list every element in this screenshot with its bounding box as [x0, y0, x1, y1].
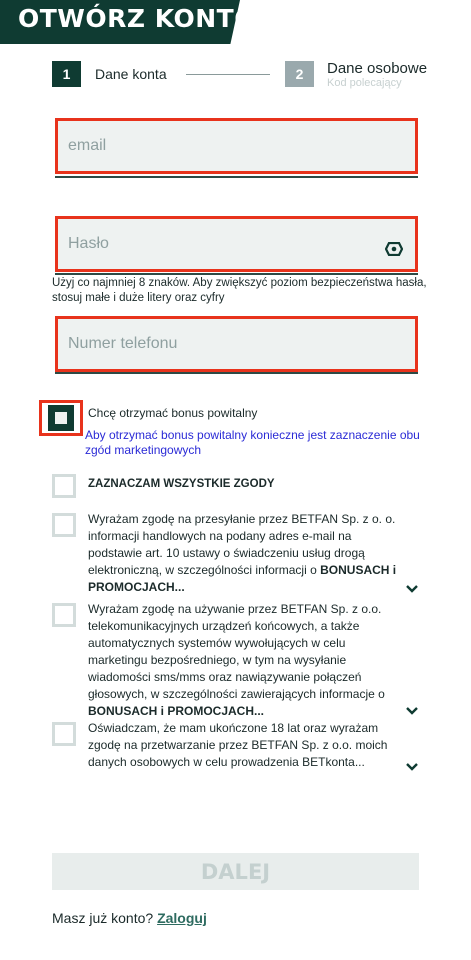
consent-age-body: Oświadczam, że mam ukończone 18 lat oraz wyrażam zgodę na przetwarzanie przez BETFAN Sp. z o.o. moich danych osobowych w celu prowadzenia BETkonta...: [88, 721, 388, 769]
eye-icon[interactable]: [385, 241, 403, 255]
chevron-down-icon[interactable]: [405, 701, 419, 711]
consent-sms-body: Wyrażam zgodę na używanie przez BETFAN Sp. z o.o. telekomunikacyjnych urządzeń końcowych, a także automatycznych systemów wywołujących w celu marketingu bezpośredniego, w tym na wysyłanie wiadomości sms/mms oraz nawiązywanie połączeń głosowych, w szczególności zawierających informacje o: [88, 602, 385, 701]
step-2-number: 2: [285, 61, 314, 87]
consent-email-bold: BONUSACH i PROMOCJACH...: [88, 563, 397, 594]
consent-email-text: [88, 511, 400, 596]
password-hint: Użyj co najmniej 8 znaków. Aby zwiększyć poziom bezpieczeństwa hasła, stosuj małe i duże litery oraz cyfry: [52, 277, 427, 304]
password-input[interactable]: [58, 219, 415, 269]
chevron-down-icon[interactable]: [405, 579, 419, 589]
password-underline: [55, 273, 418, 275]
email-field: [55, 118, 418, 174]
page-title: OTWÓRZ KONTO: [18, 4, 256, 33]
bonus-note: Aby otrzymać bonus powitalny konieczne jest zaznaczenie obu zgód marketingowych: [85, 428, 420, 457]
consent-sms-bold: BONUSACH i PROMOCJACH...: [88, 704, 265, 718]
consent-age-text: [88, 720, 400, 771]
email-input[interactable]: [58, 121, 415, 171]
consent-sms-checkbox[interactable]: [52, 603, 76, 627]
email-underline: [55, 176, 418, 178]
consent-email-checkbox[interactable]: [52, 513, 76, 537]
bonus-label: Chcę otrzymać bonus powitalny: [88, 406, 258, 420]
phone-underline: [55, 372, 418, 374]
step-1-number: 1: [52, 61, 81, 87]
login-prompt: [52, 910, 207, 926]
consent-age-checkbox[interactable]: [52, 722, 76, 746]
consent-sms-text: [88, 601, 400, 720]
step-2-label: Dane osobowe: [327, 60, 428, 77]
chevron-down-icon[interactable]: [405, 757, 419, 767]
login-prompt-text: Masz już konto?: [52, 910, 158, 926]
next-button[interactable]: DALEJ: [52, 853, 419, 890]
step-1-label: Dane konta: [95, 66, 167, 82]
stepper-connector: [186, 74, 270, 75]
select-all-label: ZAZNACZAM WSZYSTKIE ZGODY: [88, 478, 275, 490]
step-2-sublabel: Kod polecający: [327, 77, 402, 89]
consent-email-body: Wyrażam zgodę na przesyłanie przez BETFAN Sp. z o. o. informacji handlowych na podany adres e-mail na podstawie art. 10 ustawy o świadczeniu usług drogą elektroniczną, w szczególności informacji o: [88, 512, 396, 577]
bonus-checkbox[interactable]: [48, 405, 74, 431]
login-link[interactable]: Zaloguj: [157, 910, 207, 926]
phone-field: [55, 316, 418, 372]
password-field: [55, 216, 418, 272]
phone-input[interactable]: [58, 319, 415, 369]
select-all-checkbox[interactable]: [52, 474, 76, 498]
